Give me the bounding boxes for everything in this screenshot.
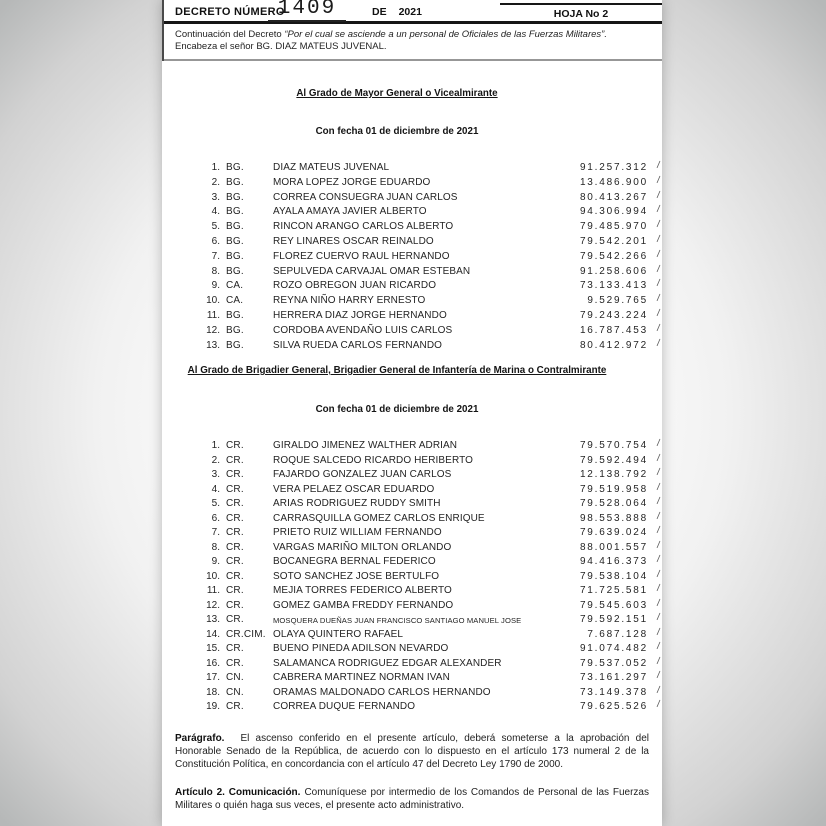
roster-row xyxy=(162,553,662,571)
roster-row xyxy=(162,159,662,177)
roster-row xyxy=(162,611,662,629)
roster-index: 15. xyxy=(206,643,220,654)
roster-rank: CA. xyxy=(226,280,244,292)
check-tick-icon: / xyxy=(656,510,661,522)
roster-rank: CR. xyxy=(226,454,244,466)
roster-index: 4. xyxy=(211,206,220,218)
roster-name: DIAZ MATEUS JUVENAL xyxy=(273,162,390,173)
de-label: DE xyxy=(372,6,387,18)
roster-index: 7. xyxy=(211,250,220,262)
roster-index: 14. xyxy=(206,628,220,640)
roster-name: REYNA NIÑO HARRY ERNESTO xyxy=(273,295,426,307)
roster-rank: CR. xyxy=(226,556,244,567)
roster-row xyxy=(162,669,662,687)
roster-rank: BG. xyxy=(226,235,244,247)
paragrafo-paragraph xyxy=(175,732,649,772)
roster-id-number: 71.725.581 xyxy=(579,585,648,596)
roster-rank: CR. xyxy=(226,599,244,611)
roster-id-number: 79.625.526 xyxy=(579,701,648,712)
roster-index: 2. xyxy=(211,176,220,188)
roster-row xyxy=(162,248,662,266)
paragrafo-label: Parágrafo. xyxy=(175,733,225,744)
roster-row xyxy=(162,481,662,499)
roster-row xyxy=(162,539,662,557)
roster-index: 13. xyxy=(206,339,220,351)
articulo2-label: Artículo 2. Comunicación. xyxy=(175,787,301,798)
roster-rank: CR. xyxy=(226,701,244,712)
roster-id-number: 7.687.128 xyxy=(587,628,648,640)
roster-index: 17. xyxy=(206,672,220,683)
roster-id-number: 80.413.267 xyxy=(579,191,648,203)
roster-row xyxy=(162,524,662,542)
section1-date: Con fecha 01 de diciembre de 2021 xyxy=(315,126,479,137)
continuation-suffix: Encabeza el señor BG. DIAZ MATEUS JUVENAL. xyxy=(175,40,387,52)
roster-id-number: 73.149.378 xyxy=(579,686,648,698)
roster-index: 6. xyxy=(211,512,220,524)
check-tick-icon: / xyxy=(656,568,661,580)
roster-rank: CR.CIM. xyxy=(226,628,266,640)
roster-row xyxy=(162,174,662,192)
decree-header-row xyxy=(164,0,662,24)
roster-row xyxy=(162,189,662,207)
check-tick-icon: / xyxy=(656,248,661,260)
check-tick-icon: / xyxy=(656,524,661,537)
roster-index: 1. xyxy=(211,440,220,451)
roster-row xyxy=(162,233,662,251)
roster-id-number: 79.542.201 xyxy=(579,235,648,247)
roster-name: MEJIA TORRES FEDERICO ALBERTO xyxy=(273,585,452,596)
roster-row xyxy=(162,495,662,513)
check-tick-icon: / xyxy=(656,611,661,624)
paragrafo-text: El ascenso conferido en el presente artículo, deberá someterse a la aprobación del Honorable Senado de la República, de acuerdo con lo dispuesto en el artículo 173 numeral 2 de la Constitución Política, en concordancia con el artículo 47 del Decreto Ley 1790 de 2000. xyxy=(175,733,649,771)
check-tick-icon: / xyxy=(656,481,661,493)
roster-rank: BG. xyxy=(226,324,244,336)
roster-id-number: 79.528.064 xyxy=(579,498,648,509)
roster-name: SILVA RUEDA CARLOS FERNANDO xyxy=(273,339,443,351)
roster-rank: CR. xyxy=(226,512,244,524)
roster-rank: CR. xyxy=(226,498,244,509)
roster-name: GIRALDO JIMENEZ WALTHER ADRIAN xyxy=(273,440,458,451)
roster-name: SOTO SANCHEZ JOSE BERTULFO xyxy=(273,570,440,582)
check-tick-icon: / xyxy=(656,698,661,711)
roster-rank: BG. xyxy=(226,309,244,321)
check-tick-icon: / xyxy=(656,263,661,275)
roster-id-number: 98.553.888 xyxy=(579,512,648,524)
roster-index: 11. xyxy=(206,309,220,321)
decreto-numero-label: DECRETO NÚMERO xyxy=(175,6,285,18)
roster-name: MORA LOPEZ JORGE EDUARDO xyxy=(273,176,431,188)
roster-index: 7. xyxy=(211,527,220,538)
roster-id-number: 94.416.373 xyxy=(579,556,648,567)
roster-name: FAJARDO GONZALEZ JUAN CARLOS xyxy=(273,469,452,480)
roster-row xyxy=(162,295,662,310)
roster-id-number: 91.074.482 xyxy=(579,643,648,654)
roster-name: CARRASQUILLA GOMEZ CARLOS ENRIQUE xyxy=(273,512,485,524)
roster-index: 9. xyxy=(211,556,220,567)
roster-name: ORAMAS MALDONADO CARLOS HERNANDO xyxy=(273,686,491,698)
roster-id-number: 91.258.606 xyxy=(579,265,648,277)
roster-index: 12. xyxy=(206,599,220,611)
roster-rank: BG. xyxy=(226,206,244,218)
roster-index: 13. xyxy=(206,614,220,625)
roster-index: 5. xyxy=(211,221,220,233)
roster-id-number: 79.538.104 xyxy=(579,570,648,582)
roster-name: ARIAS RODRIGUEZ RUDDY SMITH xyxy=(273,498,441,509)
articulo2-paragraph xyxy=(175,786,649,812)
roster-row xyxy=(162,510,662,528)
check-tick-icon: / xyxy=(656,278,661,290)
section2-roster xyxy=(162,437,662,716)
decreto-number-stamp: 1409 xyxy=(268,0,346,22)
check-tick-icon: / xyxy=(656,293,661,305)
roster-row xyxy=(162,206,662,221)
roster-name: GOMEZ GAMBA FREDDY FERNANDO xyxy=(273,599,454,611)
roster-name: ROZO OBREGON JUAN RICARDO xyxy=(273,280,437,292)
roster-row xyxy=(162,452,662,470)
check-tick-icon: / xyxy=(656,337,661,349)
check-tick-icon: / xyxy=(656,466,661,479)
roster-name: ROQUE SALCEDO RICARDO HERIBERTO xyxy=(273,454,473,466)
roster-index: 8. xyxy=(211,265,220,277)
roster-name: BOCANEGRA BERNAL FEDERICO xyxy=(273,556,436,567)
roster-index: 3. xyxy=(211,469,220,480)
roster-rank: CR. xyxy=(226,469,244,480)
roster-row xyxy=(162,597,662,615)
document-page xyxy=(162,0,662,826)
roster-rank: CR. xyxy=(226,657,244,669)
check-tick-icon: / xyxy=(656,204,661,216)
roster-index: 10. xyxy=(206,295,220,307)
roster-row xyxy=(162,568,662,586)
roster-row xyxy=(162,263,662,281)
check-tick-icon: / xyxy=(656,626,661,638)
roster-index: 9. xyxy=(211,280,220,292)
roster-name: VERA PELAEZ OSCAR EDUARDO xyxy=(273,483,435,495)
roster-id-number: 73.133.413 xyxy=(579,280,648,292)
roster-rank: BG. xyxy=(226,221,244,233)
roster-rank: BG. xyxy=(226,265,244,277)
check-tick-icon: / xyxy=(656,582,661,595)
check-tick-icon: / xyxy=(656,452,661,464)
roster-name: BUENO PINEDA ADILSON NEVARDO xyxy=(273,643,449,654)
roster-index: 1. xyxy=(211,162,220,173)
roster-id-number: 88.001.557 xyxy=(579,541,648,553)
roster-index: 11. xyxy=(206,585,220,596)
roster-row xyxy=(162,640,662,658)
roster-index: 5. xyxy=(211,498,220,509)
roster-rank: BG. xyxy=(226,176,244,188)
roster-id-number: 79.570.754 xyxy=(579,440,648,451)
roster-row xyxy=(162,582,662,600)
roster-id-number: 79.243.224 xyxy=(579,309,648,321)
roster-index: 2. xyxy=(211,454,220,466)
roster-name: SALAMANCA RODRIGUEZ EDGAR ALEXANDER xyxy=(273,657,502,669)
roster-name: CORREA DUQUE FERNANDO xyxy=(273,701,416,712)
roster-rank: CR. xyxy=(226,643,244,654)
roster-id-number: 79.485.970 xyxy=(579,221,648,233)
roster-index: 3. xyxy=(211,191,220,203)
roster-name: OLAYA QUINTERO RAFAEL xyxy=(273,628,404,640)
check-tick-icon: / xyxy=(656,219,661,231)
section1-title: Al Grado de Mayor General o Vicealmirante xyxy=(296,88,498,99)
check-tick-icon: / xyxy=(656,189,661,201)
check-tick-icon: / xyxy=(656,640,661,653)
roster-rank: CR. xyxy=(226,585,244,596)
roster-id-number: 16.787.453 xyxy=(579,324,648,336)
roster-id-number: 13.486.900 xyxy=(579,176,648,188)
roster-rank: CR. xyxy=(226,570,244,582)
roster-name: PRIETO RUIZ WILLIAM FERNANDO xyxy=(273,527,442,538)
roster-name: CABRERA MARTINEZ NORMAN IVAN xyxy=(273,672,450,683)
roster-id-number: 79.537.052 xyxy=(579,657,648,669)
check-tick-icon: / xyxy=(656,495,661,508)
check-tick-icon: / xyxy=(656,159,661,172)
roster-name: HERRERA DIAZ JORGE HERNANDO xyxy=(273,309,447,321)
roster-rank: CR. xyxy=(226,483,244,495)
section2-title: Al Grado de Brigadier General, Brigadier General de Infantería de Marina o Contralmirante xyxy=(187,365,607,376)
roster-row xyxy=(162,280,662,295)
roster-name: REY LINARES OSCAR REINALDO xyxy=(273,235,434,247)
continuation-prefix: Continuación del Decreto xyxy=(175,29,285,40)
roster-rank: BG. xyxy=(226,250,244,262)
roster-rank: CR. xyxy=(226,614,244,625)
check-tick-icon: / xyxy=(656,655,661,667)
roster-id-number: 91.257.312 xyxy=(579,162,648,173)
roster-index: 8. xyxy=(211,541,220,553)
roster-id-number: 79.519.958 xyxy=(579,483,648,495)
roster-name: SEPULVEDA CARVAJAL OMAR ESTEBAN xyxy=(273,265,471,277)
check-tick-icon: / xyxy=(656,437,661,450)
roster-row xyxy=(162,337,662,355)
roster-rank: CN. xyxy=(226,686,244,698)
roster-name: MOSQUERA DUEÑAS JUAN FRANCISCO SANTIAGO MANUEL JOSE xyxy=(273,616,522,625)
roster-name: CORREA CONSUEGRA JUAN CARLOS xyxy=(273,191,458,203)
roster-rank: BG. xyxy=(226,339,244,351)
roster-rank: CA. xyxy=(226,295,244,307)
roster-rank: CN. xyxy=(226,672,244,683)
check-tick-icon: / xyxy=(656,684,661,696)
roster-index: 6. xyxy=(211,235,220,247)
roster-rank: CR. xyxy=(226,440,244,451)
roster-row xyxy=(162,698,662,716)
roster-name: FLOREZ CUERVO RAUL HERNANDO xyxy=(273,250,450,262)
section2-date: Con fecha 01 de diciembre de 2021 xyxy=(315,404,479,415)
roster-row xyxy=(162,626,662,644)
roster-index: 19. xyxy=(206,701,220,712)
check-tick-icon: / xyxy=(656,307,661,320)
roster-id-number: 79.542.266 xyxy=(579,250,648,262)
roster-rank: CR. xyxy=(226,527,244,538)
roster-row xyxy=(162,684,662,702)
continuation-note xyxy=(164,24,662,61)
check-tick-icon: / xyxy=(656,669,661,682)
roster-row xyxy=(162,655,662,673)
roster-index: 18. xyxy=(206,686,220,698)
continuation-quote: “Por el cual se asciende a un personal de Oficiales de las Fuerzas Militares”. xyxy=(284,29,607,40)
roster-name: RINCON ARANGO CARLOS ALBERTO xyxy=(273,221,454,233)
check-tick-icon: / xyxy=(656,322,661,334)
year-value: 2021 xyxy=(398,6,422,18)
roster-id-number: 79.545.603 xyxy=(579,599,648,611)
page-number-label: HOJA No 2 xyxy=(500,3,662,20)
roster-row xyxy=(162,466,662,484)
roster-name: CORDOBA AVENDAÑO LUIS CARLOS xyxy=(273,324,453,336)
check-tick-icon: / xyxy=(656,553,661,566)
roster-rank: BG. xyxy=(226,162,244,173)
roster-id-number: 79.639.024 xyxy=(579,527,648,538)
roster-index: 16. xyxy=(206,657,220,669)
roster-name: VARGAS MARIÑO MILTON ORLANDO xyxy=(273,541,452,553)
roster-id-number: 79.592.151 xyxy=(579,614,648,625)
roster-row xyxy=(162,437,662,455)
roster-id-number: 9.529.765 xyxy=(587,295,648,307)
roster-id-number: 79.592.494 xyxy=(579,454,648,466)
check-tick-icon: / xyxy=(656,174,661,186)
roster-index: 12. xyxy=(206,324,220,336)
decreto-year xyxy=(372,6,422,18)
roster-rank: BG. xyxy=(226,191,244,203)
roster-index: 10. xyxy=(206,570,220,582)
decree-header xyxy=(162,0,662,61)
roster-row xyxy=(162,307,662,325)
roster-id-number: 12.138.792 xyxy=(579,469,648,480)
roster-id-number: 73.161.297 xyxy=(579,672,648,683)
roster-index: 4. xyxy=(211,483,220,495)
roster-row xyxy=(162,322,662,340)
section1-roster xyxy=(162,159,662,354)
roster-id-number: 80.412.972 xyxy=(579,339,648,351)
check-tick-icon: / xyxy=(656,539,661,551)
check-tick-icon: / xyxy=(656,597,661,609)
roster-id-number: 94.306.994 xyxy=(579,206,648,218)
articulo2-text: Comuníquese por intermedio de los Comandos de Personal de las Fuerzas Militares o quién haga sus veces, el presente acto administrativo. xyxy=(175,787,649,812)
check-tick-icon: / xyxy=(656,233,661,246)
roster-rank: CR. xyxy=(226,541,244,553)
roster-name: AYALA AMAYA JAVIER ALBERTO xyxy=(273,206,427,218)
roster-row xyxy=(162,221,662,236)
